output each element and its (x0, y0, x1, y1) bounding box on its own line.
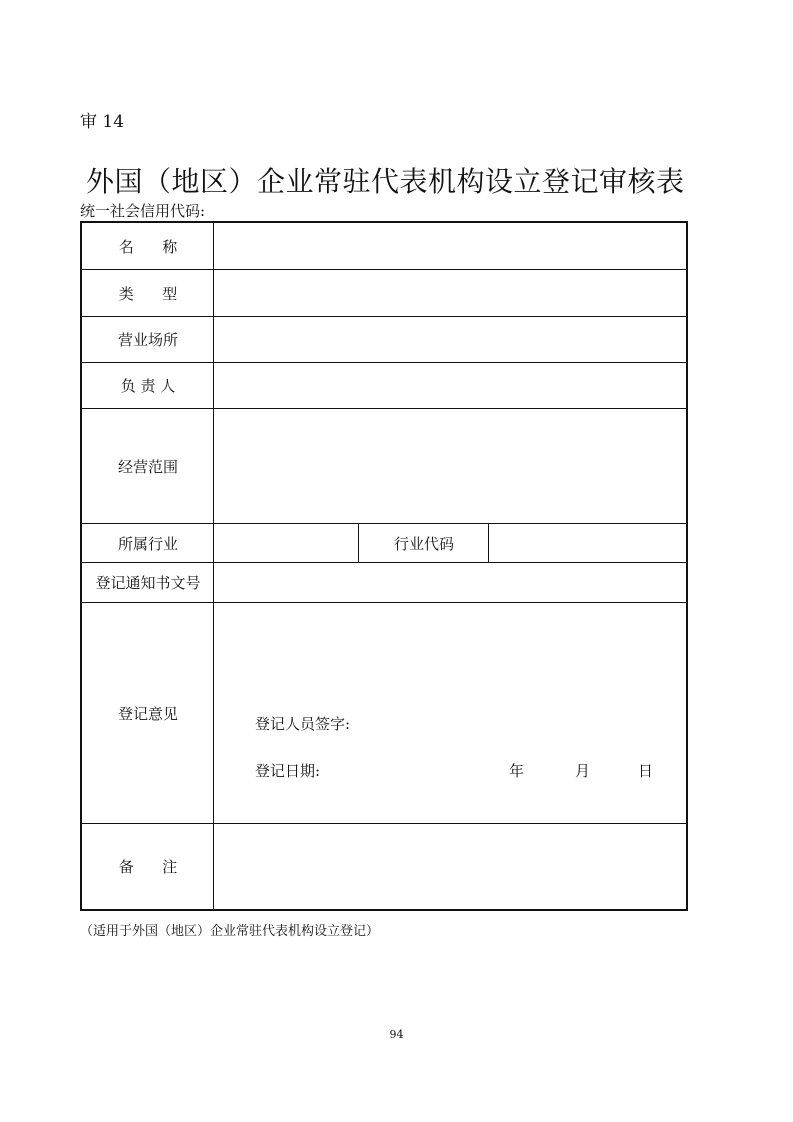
business-scope-label: 经营范围 (117, 457, 178, 476)
business-scope-field[interactable] (215, 409, 686, 523)
registration-form-table (80, 221, 688, 911)
remarks-label: 备 注 (118, 858, 178, 876)
type-field[interactable] (215, 270, 686, 316)
applicability-note: （适用于外国（地区）企业常驻代表机构设立登记） (80, 924, 380, 939)
registration-date-label: 登记日期: (255, 762, 321, 780)
remarks-field[interactable] (215, 824, 686, 909)
name-field[interactable] (215, 223, 686, 269)
industry-label: 所属行业 (117, 534, 178, 553)
person-in-charge-field[interactable] (215, 363, 686, 408)
industry-code-field[interactable] (490, 524, 686, 562)
business-place-field[interactable] (215, 317, 686, 362)
month-label: 月 (575, 762, 591, 780)
person-in-charge-label: 负 责 人 (120, 377, 176, 395)
page-number: 94 (389, 1028, 404, 1041)
credit-code-label: 统一社会信用代码: (80, 202, 206, 220)
name-label: 名 称 (118, 237, 178, 256)
registration-opinion-field[interactable] (215, 603, 686, 823)
registration-opinion-label: 登记意见 (117, 704, 178, 723)
day-label: 日 (638, 762, 654, 780)
industry-code-label: 行业代码 (393, 534, 454, 553)
year-label: 年 (509, 762, 525, 780)
business-place-label: 营业场所 (117, 331, 178, 349)
form-code: 审 14 (80, 112, 125, 132)
type-label: 类 型 (118, 284, 178, 303)
signer-label: 登记人员签字: (255, 715, 351, 733)
industry-field[interactable] (215, 524, 358, 562)
notice-number-field[interactable] (215, 563, 686, 602)
notice-number-label: 登记通知书文号 (95, 574, 201, 592)
page-title: 外国（地区）企业常驻代表机构设立登记审核表 (86, 165, 685, 198)
